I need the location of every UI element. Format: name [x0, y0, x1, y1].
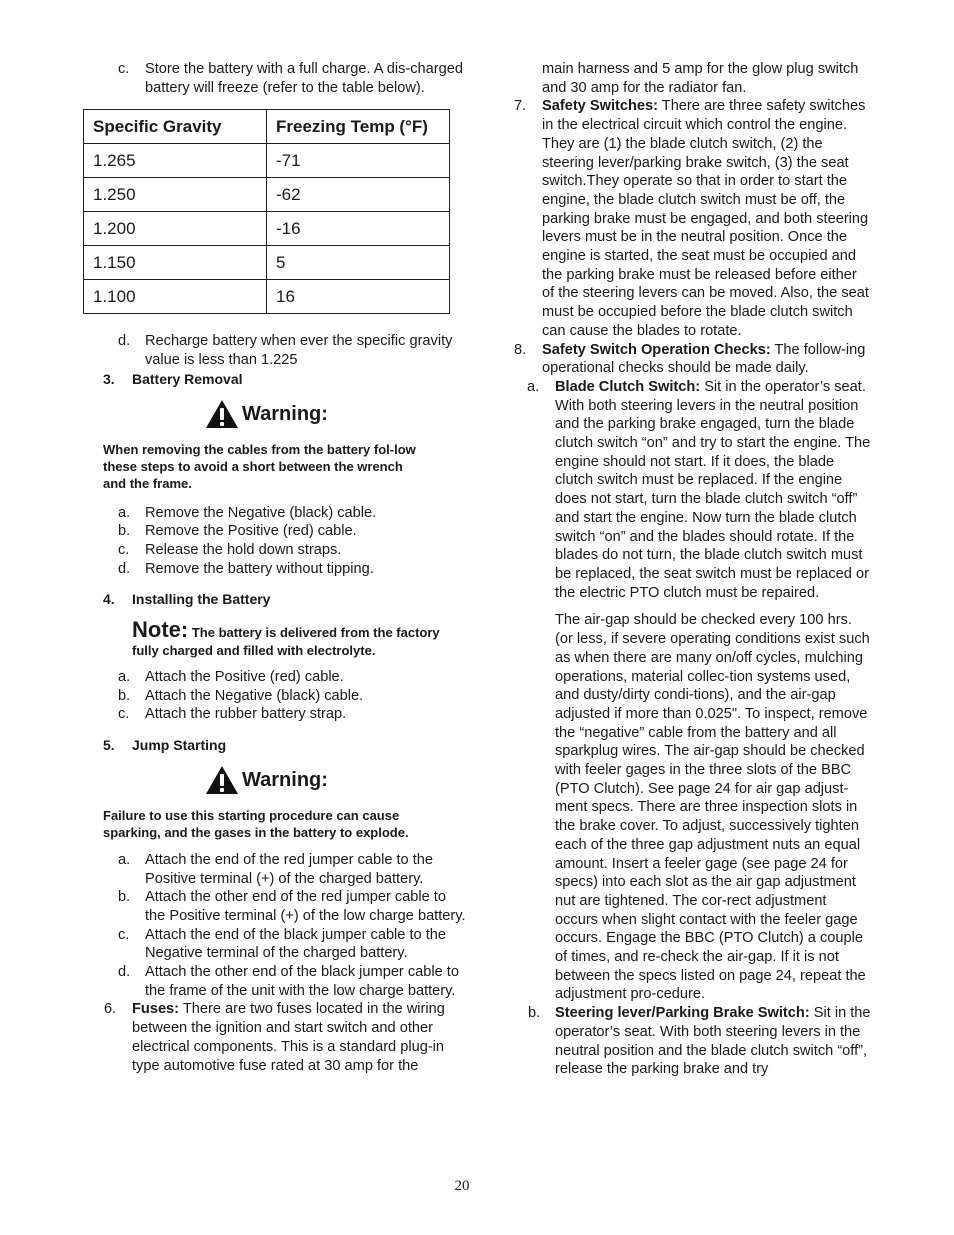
table-cell: -71: [267, 144, 450, 178]
table-cell: -62: [267, 178, 450, 212]
warning-heading-removal: Warning:: [205, 399, 467, 429]
air-gap-paragraph: The air-gap should be checked every 100 hrs. (or less, if severe operating conditions exist such as when there are many on/off cycles, mulching operations, material collec-tion systems used, and dusty/dirty condi-tions), and the air-gap adjusted if more than 0.025". To inspect, remove the “negative” cable from the battery and all sparkplug wires. The air-gap should be checked with feeler gages in the three slots of the BBC (PTO Clutch). See page 24 for air gap adjust-ment specs. There are three inspection slots in the brake cover. To adjust, successively tighten each of the three gap adjustment nuts an equal amount. Insert a feeler gage (see page 24 for specs) into each slot as the air gap adjustment nut are tightened. The cor-rect adjustment occurs when slight contact with the feeler gage occurs. Engage the BBC (PTO Clutch) a couple of times, and re-check the air-gap. If it is not between the specs listed on page 24, repeat the adjustment pro-cedure.: [555, 612, 870, 1003]
safety-checks-item: 8. Safety Switch Operation Checks: The follow-ing operational checks should be made daily.: [514, 341, 866, 377]
warning-icon: [205, 399, 239, 429]
safety-switches-item: 7. Safety Switches: There are three safety switches in the electrical circuit which control the engine. They are (1) the blade clutch switch, (2) the steering lever/parking brake switch, (3) the seat switch.They operate so that in order to start the engine, the blade clutch switch must be off, the parking brake must be engaged, and both steering levers must be in the neutral position. Once the engine is started, the seat must be occupied and the parking brake must be released before either of the steering levers can be moved. Also, the seat must be occupied before the blade clutch switch can cause the blades to rotate.: [514, 98, 869, 339]
battery-removal-heading: 3. Battery Removal: [103, 370, 243, 387]
note-label: Note:: [132, 617, 189, 643]
list-item: d. Remove the battery without tipping.: [118, 560, 374, 577]
fuses-continued: main harness and 5 amp for the glow plug switch and 30 amp for the radiator fan.: [542, 61, 859, 96]
table-row: [84, 178, 450, 212]
jump-starting-heading: 5. Jump Starting: [103, 737, 227, 754]
list-item: a. Remove the Negative (black) cable.: [118, 504, 377, 521]
store-battery-item: c. Store the battery with a full charge. A dis-charged battery will freeze (refer to the table below).: [118, 61, 463, 96]
list-item: d. Attach the other end of the black jumper cable to the frame of the unit with the low charge battery.: [118, 964, 459, 999]
list-item: b. Remove the Positive (red) cable.: [118, 523, 357, 540]
left-column: [93, 60, 467, 1075]
table-cell: 5: [267, 246, 450, 280]
table-cell: -16: [267, 212, 450, 246]
warning-text-removal: When removing the cables from the battery fol-low these steps to avoid a short between the wrench and the frame.: [103, 441, 416, 491]
warning-heading-jump: Warning:: [205, 765, 467, 795]
table-cell: 16: [267, 280, 450, 314]
table-row: [84, 212, 450, 246]
freezing-temp-table: [83, 109, 450, 314]
steering-lever-switch-item: b. Steering lever/Parking Brake Switch: Sit in the operator’s seat. With both steering levers in the neutral position and the blade clutch switch “off”, release the parking brake and try: [528, 1005, 871, 1078]
table-cell: 1.200: [84, 212, 267, 246]
table-row: [84, 144, 450, 178]
recharge-battery-item: d. Recharge battery when ever the specific gravity value is less than 1.225: [118, 333, 453, 369]
jump-starting-steps: [97, 851, 467, 1001]
installing-steps: [97, 668, 467, 724]
table-row: [84, 246, 450, 280]
list-item: a. Attach the end of the red jumper cable to the Positive terminal (+) of the charged battery.: [118, 851, 434, 887]
list-item: c. Release the hold down straps.: [118, 541, 342, 558]
table-header-specific-gravity: Specific Gravity: [84, 110, 267, 144]
list-item: b. Attach the other end of the red jumper cable to the Positive terminal (+) of the low charge battery.: [118, 889, 466, 924]
table-cell: 1.265: [84, 144, 267, 178]
page-number: 20: [454, 1178, 470, 1194]
installing-battery-heading: 4. Installing the Battery: [103, 591, 271, 608]
battery-removal-steps: [97, 504, 467, 579]
table-cell: 1.100: [84, 280, 267, 314]
table-row: [84, 280, 450, 314]
table-header-freezing-temp: Freezing Temp (°F): [267, 110, 450, 144]
list-item: a. Attach the Positive (red) cable.: [118, 669, 344, 686]
fuses-item: 6. Fuses: There are two fuses located in the wiring between the ignition and start switch and other electrical components. This is a standard plug-in type automotive fuse rated at 30 amp for the: [104, 1001, 445, 1074]
list-item: b. Attach the Negative (black) cable.: [118, 687, 364, 704]
list-item: c. Attach the end of the black jumper cable to the Negative terminal of the charged battery.: [118, 926, 446, 962]
warning-icon: [205, 765, 239, 795]
table-cell: 1.150: [84, 246, 267, 280]
table-header-row: [84, 110, 450, 144]
list-item: c. Attach the rubber battery strap.: [118, 706, 347, 723]
note-text: The battery is delivered from the factory fully charged and filled with electrolyte.: [132, 625, 440, 659]
blade-clutch-switch-item: a. Blade Clutch Switch: Sit in the operator’s seat. With both steering levers in the neutral position and the parking brake engaged, turn the blade clutch switch “on” and try to start the engine. The engine should not start. If it does, the blade clutch switch must be replaced. If the engine does not start, turn the blade clutch switch “off” and start the engine. Now turn the blade clutch switch “on” and the blades should rotate. If the blades do not turn, the blade clutch switch must be replaced, the seat switch must be replaced or the electric PTO clutch must be repaired.: [527, 378, 871, 601]
table-cell: 1.250: [84, 178, 267, 212]
note-installing: [132, 617, 467, 660]
right-column: [507, 60, 872, 1079]
warning-text-jump: Failure to use this starting procedure can cause sparking, and the gases in the battery to explode.: [103, 807, 409, 840]
